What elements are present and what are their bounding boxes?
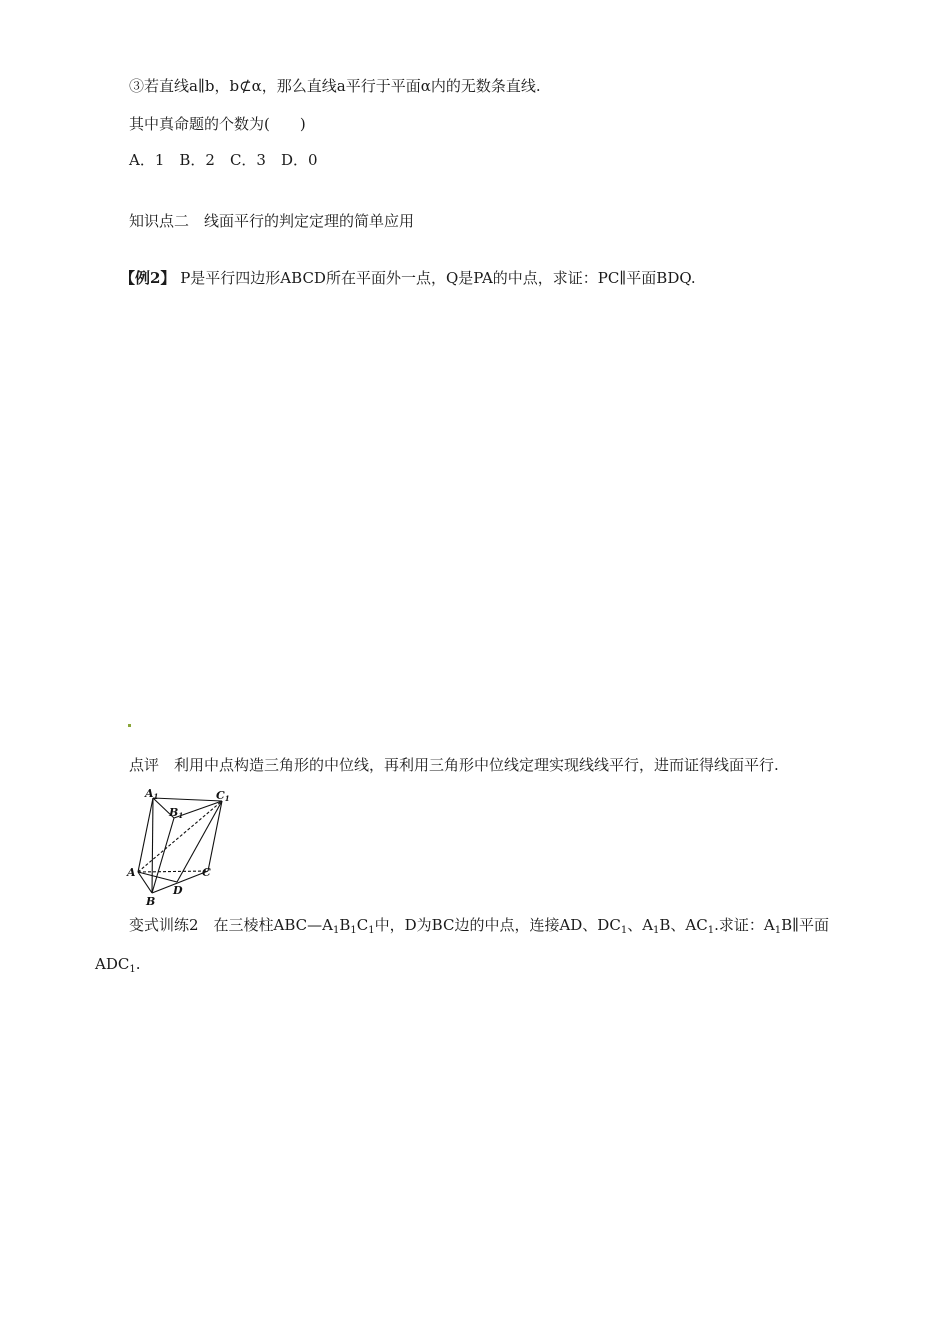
label-c: C xyxy=(202,866,211,879)
section-heading: 知识点二 线面平行的判定定理的简单应用 xyxy=(129,212,415,230)
label-a: A xyxy=(127,866,136,879)
exercise-2-line-1 xyxy=(129,915,829,941)
exercise-2-text-h: B∥平面 xyxy=(781,916,830,934)
sub-1: 1 xyxy=(620,925,628,936)
exercise-2-text-a: 变式训练2 在三棱柱ABC—A xyxy=(129,916,333,934)
example-2-tag: 【例2】 xyxy=(120,269,176,287)
exercise-2-text-e: 、A xyxy=(627,916,654,934)
exercise-2-text-f: B、AC xyxy=(659,916,708,934)
label-d: D xyxy=(173,884,183,897)
sub-1: 1 xyxy=(653,925,660,936)
example-2 xyxy=(120,268,696,288)
label-b1: B1 xyxy=(169,806,184,820)
label-b: B xyxy=(146,895,156,906)
exercise-2-text-i: ADC xyxy=(95,955,130,973)
answer-choices: A．1 B．2 C．3 D．0 xyxy=(129,151,318,169)
sub-1: 1 xyxy=(333,925,340,936)
label-a1: A1 xyxy=(145,787,159,801)
proposition-3: ③若直线a∥b，b⊄α，那么直线a平行于平面α内的无数条直线. xyxy=(129,77,541,95)
question-prompt: 其中真命题的个数为( ) xyxy=(129,115,306,133)
prism-figure xyxy=(126,786,246,906)
exercise-2-text-j: . xyxy=(135,955,141,973)
example-2-text: P是平行四边形ABCD所在平面外一点，Q是PA的中点，求证：PC∥平面BDQ. xyxy=(180,269,696,287)
sub-1: 1 xyxy=(774,925,782,936)
marker-dot xyxy=(128,724,131,727)
sub-1: 1 xyxy=(368,925,375,936)
exercise-2-text-d: 中，D为BC边的中点，连接AD、DC xyxy=(374,916,621,934)
exercise-2-line-2 xyxy=(95,954,141,980)
exercise-2-text-g: .求证：A xyxy=(714,916,775,934)
exercise-2-text-b: B xyxy=(339,916,351,934)
sub-1: 1 xyxy=(707,925,715,936)
exercise-2-text-c: C xyxy=(356,916,369,934)
comment: 点评 利用中点构造三角形的中位线，再利用三角形中位线定理实现线线平行，进而证得线面平行. xyxy=(129,756,779,774)
label-c1: C1 xyxy=(216,789,230,803)
sub-1: 1 xyxy=(350,925,357,936)
sub-1: 1 xyxy=(129,964,136,975)
